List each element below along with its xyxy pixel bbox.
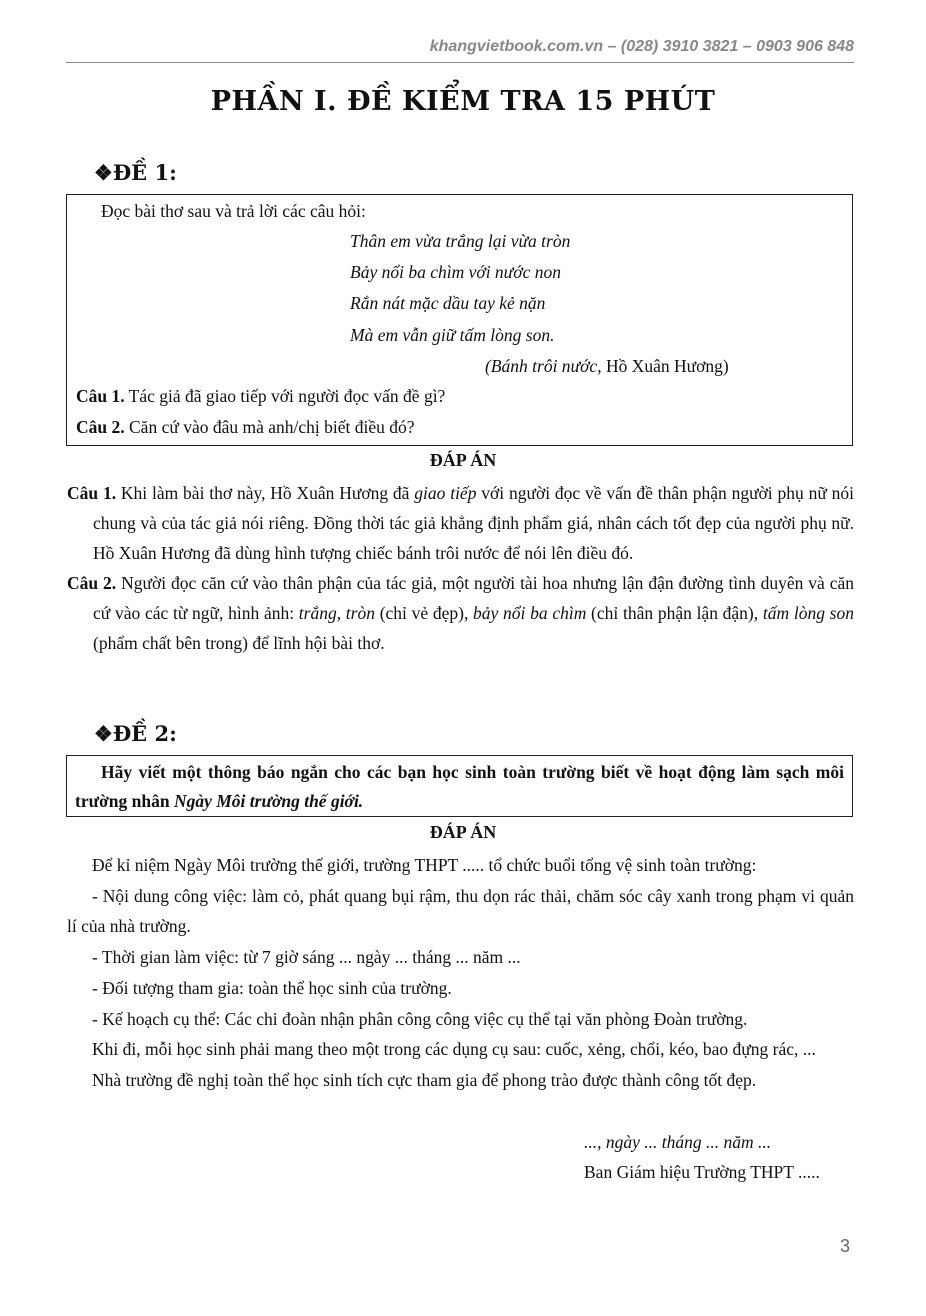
answer-italic: trắng, tròn bbox=[298, 603, 375, 623]
poem-line: Bảy nổi ba chìm với nước non bbox=[350, 262, 561, 282]
q1-label: Câu 1. bbox=[76, 386, 125, 406]
de1-answer-heading: ĐÁP ÁN bbox=[429, 450, 497, 470]
answer-line: Khi đi, mỗi học sinh phải mang theo một trong các dụng cụ sau: cuốc, xẻng, chổi, kéo, bao đựng rác, ... bbox=[92, 1039, 816, 1060]
poem-line: Rắn nát mặc dầu tay kẻ nặn bbox=[350, 293, 546, 313]
answer-italic: tấm lòng son bbox=[762, 603, 854, 623]
de2-prompt: Hãy viết một thông báo ngắn cho các bạn học sinh toàn trường biết về hoạt động làm sạch môi trường nhân bbox=[75, 762, 844, 811]
de1-question-2 bbox=[76, 417, 415, 438]
answer-1 bbox=[67, 478, 854, 568]
answer-line: - Thời gian làm việc: từ 7 giờ sáng ... ngày ... tháng ... năm ... bbox=[92, 947, 521, 968]
de1-answers bbox=[67, 478, 854, 658]
de1-intro: Đọc bài thơ sau và trả lời các câu hỏi: bbox=[101, 201, 366, 221]
answer-text: (chỉ vẻ đẹp), bbox=[374, 603, 474, 623]
poem-source bbox=[485, 356, 729, 377]
de2-question-box bbox=[66, 755, 853, 817]
answer-line: Để kỉ niệm Ngày Môi trường thế giới, trường THPT ..... tổ chức buổi tổng vệ sinh toàn trường: bbox=[92, 855, 757, 875]
answer-2 bbox=[67, 568, 854, 658]
de1-question-box bbox=[66, 194, 853, 446]
de2-prompt-italic: Ngày Môi trường thế giới. bbox=[173, 791, 364, 811]
page-number: 3 bbox=[840, 1236, 851, 1256]
de2-heading: ❖ĐỀ 2: bbox=[94, 721, 177, 746]
answer-line: Nhà trường đề nghị toàn thể học sinh tích cực tham gia để phong trào được thành công tốt đẹp. bbox=[92, 1069, 757, 1090]
de2-answer-heading: ĐÁP ÁN bbox=[429, 822, 497, 842]
poem-line: Mà em vẫn giữ tấm lòng son. bbox=[350, 325, 555, 345]
answer-italic: giao tiếp bbox=[414, 483, 477, 503]
source-title: (Bánh trôi nước, bbox=[485, 356, 602, 376]
answer-label: Câu 2. bbox=[67, 573, 117, 593]
page-title: PHẦN I. ĐỀ KIỂM TRA 15 PHÚT bbox=[210, 86, 716, 117]
answer-line: - Kế hoạch cụ thể: Các chi đoàn nhận phân công công việc cụ thể tại văn phòng Đoàn trường. bbox=[92, 1008, 748, 1029]
answer-italic: bảy nổi ba chìm bbox=[473, 603, 587, 623]
answer-line: - Đối tượng tham gia: toàn thể học sinh của trường. bbox=[92, 977, 452, 998]
page-header: khangvietbook.com.vn – (028) 3910 3821 – 0903 906 848 bbox=[66, 38, 854, 63]
answer-text: (phẩm chất bên trong) để lĩnh hội bài thơ. bbox=[93, 633, 385, 653]
q2-text: Căn cứ vào đâu mà anh/chị biết điều đó? bbox=[124, 417, 415, 437]
answer-text: với người đọc về vấn đề thân phận người phụ nữ nói chung và của tác giả nói riêng. Đồng thời tác giả khẳng định phẩm giá, nhân cách tốt đẹp của người phụ nữ. Hồ Xuân Hương đã dùng hình tượng chiếc bánh trôi nước để nói lên điều đó. bbox=[93, 483, 854, 563]
answer-text: Khi làm bài thơ này, Hồ Xuân Hương đã bbox=[116, 483, 415, 503]
poem-line: Thân em vừa trắng lại vừa tròn bbox=[350, 231, 571, 251]
q2-label: Câu 2. bbox=[76, 417, 125, 437]
date-line: ..., ngày ... tháng ... năm ... bbox=[584, 1132, 772, 1152]
de2-answer bbox=[67, 850, 854, 1096]
source-author: Hồ Xuân Hương) bbox=[601, 356, 729, 376]
answer-text: Người đọc căn cứ vào thân phận của tác giả, một người tài hoa nhưng lận đận đường tình duyên và căn cứ vào các từ ngữ, hình ảnh: bbox=[93, 573, 854, 623]
answer-line: - Nội dung công việc: làm cỏ, phát quang bụi rậm, thu dọn rác thải, chăm sóc cây xanh trong phạm vi quản lí của nhà trường. bbox=[67, 885, 854, 937]
de1-heading: ❖ĐỀ 1: bbox=[94, 160, 177, 185]
answer-label: Câu 1. bbox=[67, 483, 117, 503]
answer-text: (chỉ thân phận lận đận), bbox=[586, 603, 763, 623]
de1-question-1 bbox=[76, 386, 445, 407]
signature: Ban Giám hiệu Trường THPT ..... bbox=[584, 1162, 820, 1182]
q1-text: Tác giả đã giao tiếp với người đọc vấn đề gì? bbox=[124, 386, 446, 406]
